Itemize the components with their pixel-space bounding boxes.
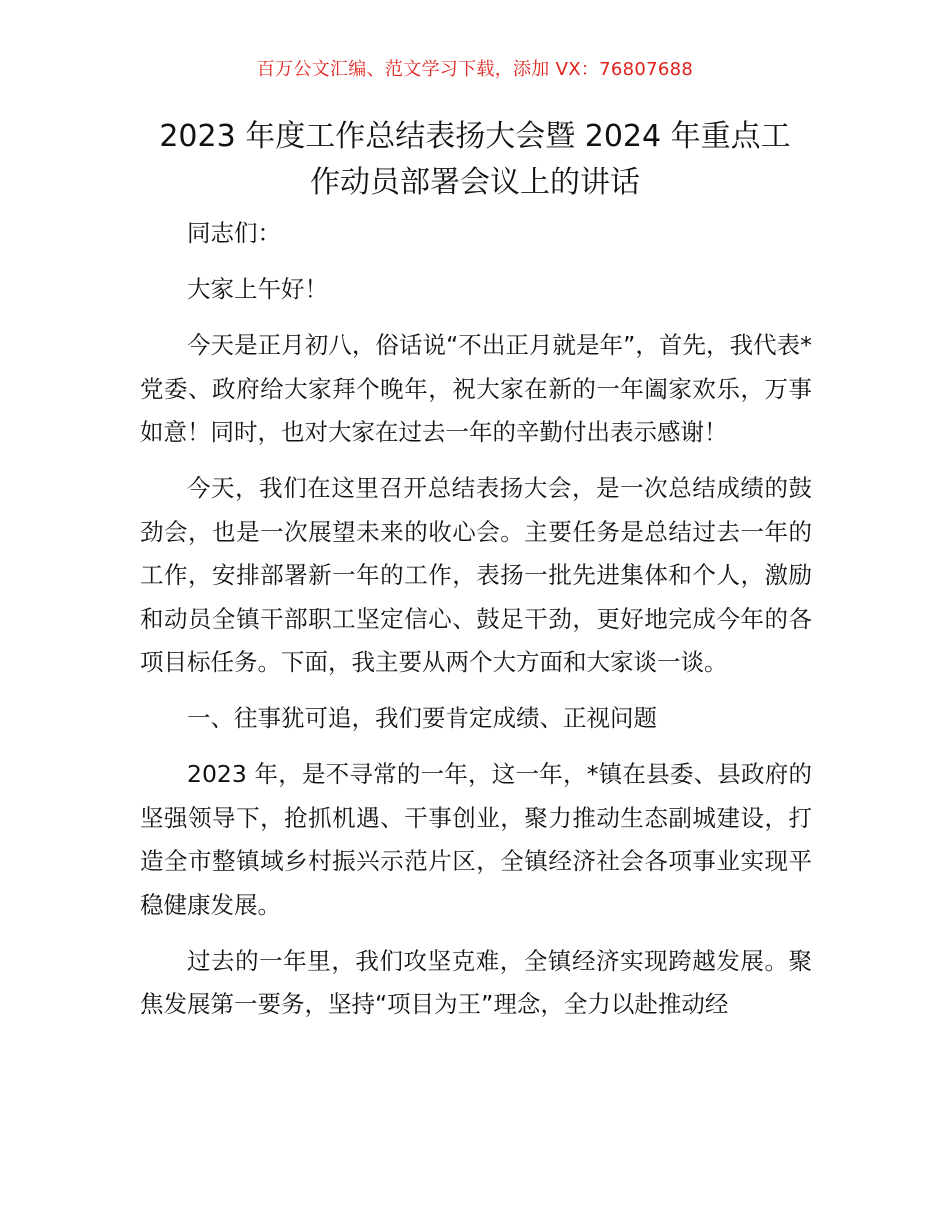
paragraph-new-year: 今天是正月初八，俗话说“不出正月就是年”，首先，我代表*党委、政府给大家拜个晚年，祝大家在新的一年阖家欢乐，万事如意！同时，也对大家在过去一年的辛勤付出表示感谢！: [140, 331, 812, 446]
paragraph-economic-development: 过去的一年里，我们攻坚克难，全镇经济实现跨越发展。聚焦发展第一要务，坚持“项目为王”理念，全力以赴推动经: [140, 946, 812, 1018]
paragraph-2023-overview: 2023 年，是不寻常的一年，这一年，*镇在县委、县政府的坚强领导下，抢抓机遇、干事创业，聚力推动生态副城建设，打造全市整镇域乡村振兴示范片区，全镇经济社会各项事业实现平稳健康发展。: [140, 760, 812, 919]
document-title: [120, 114, 830, 206]
title-line-1: 2023 年度工作总结表扬大会暨 2024 年重点工: [159, 119, 791, 154]
section-heading-1: 一、往事犹可追，我们要肯定成绩、正视问题: [187, 704, 657, 732]
paragraph-meeting-purpose: 今天，我们在这里召开总结表扬大会，是一次总结成绩的鼓劲会，也是一次展望未来的收心会。主要任务是总结过去一年的工作，安排部署新一年的工作，表扬一批先进集体和个人，激励和动员全镇干部职工坚定信心、鼓足干劲，更好地完成今年的各项目标任务。下面，我主要从两个大方面和大家谈一谈。: [140, 474, 812, 676]
document-body: [140, 212, 812, 1039]
salutation: 同志们：: [187, 219, 281, 247]
watermark-header: 百万公文汇编、范文学习下载，添加 VX：76807688: [256, 59, 694, 80]
title-line-2: 作动员部署会议上的讲话: [310, 165, 640, 200]
greeting: 大家上午好！: [187, 275, 328, 303]
